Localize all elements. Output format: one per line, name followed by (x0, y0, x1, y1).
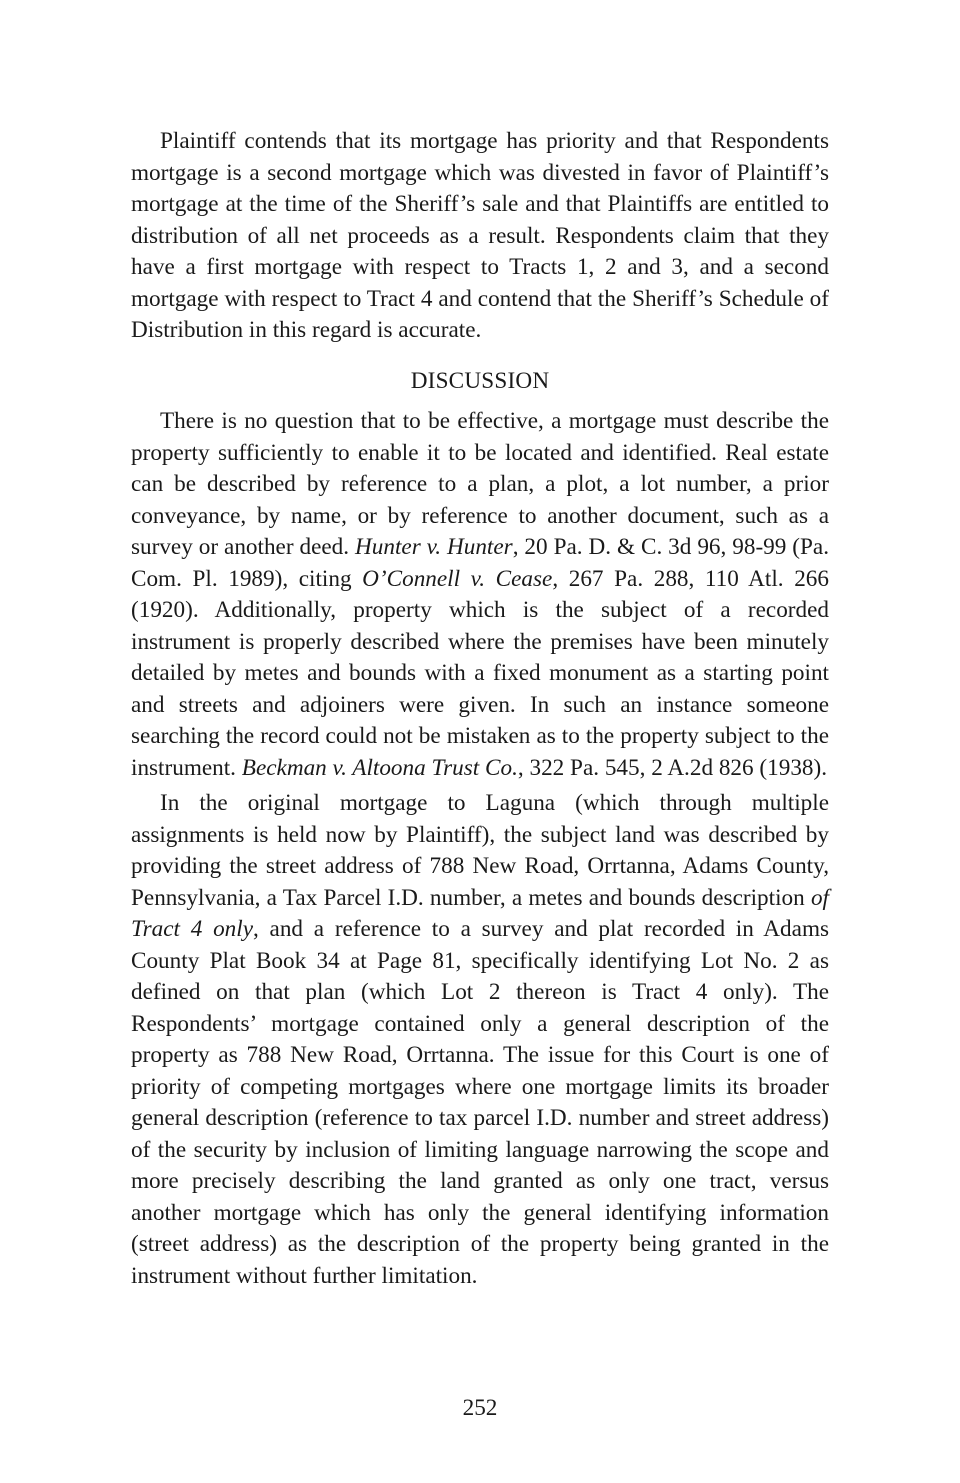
text-run: There is no question that to be effective, a mortgage must describe the property sufficiently to enable it to be located and identified. Real estate can be described by reference to a plan, a plot, a lot number, a prior conveyance, by name, or by reference to another document, such as a survey or another deed. (131, 408, 829, 560)
text-run: In the original mortgage to Laguna (which through multiple assignments is held now by Plaintiff), the subject land was described by providing the street address of 788 New Road, Orrtanna, Adams County, Pennsylvania, a Tax Parcel I.D. number, a metes and bounds description (131, 790, 829, 911)
paragraph-original-mortgage (131, 788, 829, 1292)
case-citation-hunter: Hunter v. Hunter (355, 534, 513, 560)
case-citation-beckman: Beckman v. Altoona Trust Co. (241, 754, 518, 781)
text-run: , and a reference to a survey and plat recorded in Adams County Plat Book 34 at Page 81, specifically identifying Lot No. 2 as defined on that plan (which Lot 2 thereon is Tract 4 only). The Respondents’ mortgage contained only a general description of the property as 788 New Road, Orrtanna. The issue for this Court is one of priority of competing mortgages where one mortgage limits its broader general description (reference to tax parcel I.D. number and street address) of the security by inclusion of limiting language narrowing the scope and more precisely describing the land granted as only one tract, versus another mortgage which has only the general identifying information (street address) as the description of the property being granted in the instrument without further limitation. (131, 916, 830, 1289)
document-body (131, 126, 829, 1292)
emphasis-tract-4-only: of Tract 4 only (131, 884, 829, 942)
text-run: , 267 Pa. 288, 110 Atl. 266 (1920). Additionally, property which is the subject of a recorded instrument is properly described where the premises have been minutely detailed by metes and bounds with a fixed monument as a starting point and streets and adjoiners were given. In such an instance someone searching the record could not be mistaken as to the property subject to the instrument. (131, 565, 829, 781)
page-number: 252 (462, 1395, 498, 1421)
paragraph-description-law (131, 406, 829, 784)
text-run: , 20 Pa. D. & C. 3d 96, 98-99 (Pa. Com. Pl. 1989), citing (131, 534, 830, 592)
text-run: , 322 Pa. 545, 2 A.2d 826 (1938). (517, 754, 828, 781)
paragraph-contentions: Plaintiff contends that its mortgage has priority and that Respondents mortgage is a second mortgage which was divested in favor of Plaintiff’s mortgage at the time of the Sheriff’s sale and that Plaintiffs are entitled to distribution of all net proceeds as a result. Respondents claim that they have a first mortgage with respect to Tracts 1, 2 and 3, and a second mortgage with respect to Tract 4 and contend that the Sheriff’s Schedule of Distribution in this regard is accurate. (131, 128, 829, 343)
section-heading-discussion: DISCUSSION (410, 367, 550, 394)
case-citation-oconnell: O’Connell v. Cease (362, 565, 553, 592)
